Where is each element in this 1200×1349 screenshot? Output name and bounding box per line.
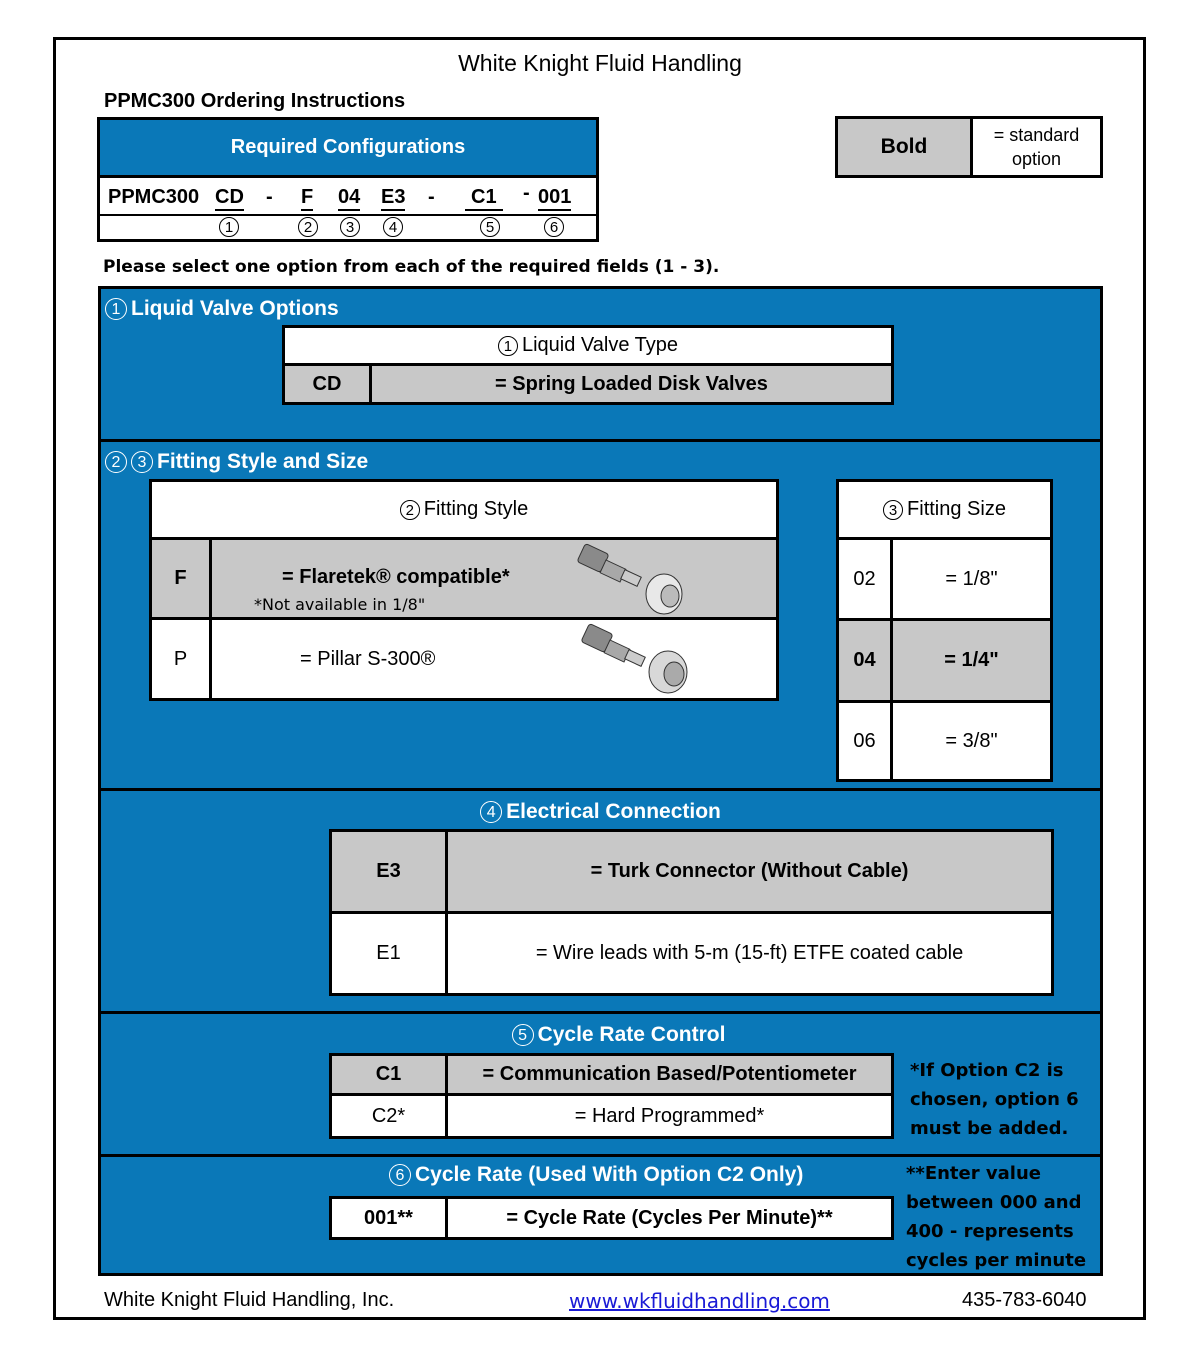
elec-code-e1: E1: [332, 914, 448, 993]
section-liquid-valve: [98, 286, 1103, 442]
config-dash: -: [266, 186, 273, 208]
rate-desc: = Cycle Rate (Cycles Per Minute)**: [506, 1206, 833, 1229]
config-num-5: 5: [480, 217, 500, 237]
section-fitting: [98, 439, 1103, 791]
section-cycle-control: [98, 1011, 1103, 1157]
config-num-2: 2: [298, 217, 318, 237]
style-note-f: *Not available in 1/8": [254, 595, 426, 614]
pillar-fitting-icon: [580, 622, 695, 696]
liquid-valve-table: [282, 325, 894, 405]
footer-website-link[interactable]: www.wkfluidhandling.com: [569, 1289, 830, 1313]
section-liquid-valve-title: 1 Liquid Valve Options: [105, 297, 339, 321]
liquid-valve-table-title: 1 Liquid Valve Type: [285, 328, 891, 366]
fitting-style-table: [149, 479, 779, 701]
size-desc-02: = 1/8": [893, 540, 1050, 621]
section-cycle-rate-title: 6 Cycle Rate (Used With Option C2 Only): [389, 1163, 803, 1187]
section-cycle-control-title: 5 Cycle Rate Control: [101, 1020, 1136, 1050]
cycle-desc-c2: = Hard Programmed*: [574, 1104, 765, 1127]
fitting-style-title: 2 Fitting Style: [152, 482, 776, 540]
config-dash: -: [523, 182, 530, 204]
rate-note: **Enter value between 000 and 400 - represents cycles per minute: [906, 1163, 1087, 1271]
config-num-6: 6: [544, 217, 564, 237]
cycle-code-c1: C1: [332, 1056, 448, 1096]
config-num-4: 4: [383, 217, 403, 237]
cycle-desc-c1: = Communication Based/Potentiometer: [448, 1056, 891, 1096]
section-number-1: 1: [105, 298, 127, 320]
config-dash: -: [428, 186, 435, 208]
config-cycle-code: C1: [465, 186, 503, 211]
size-desc-06: = 3/8": [945, 729, 998, 752]
config-num-1: 1: [219, 217, 239, 237]
section-electrical: [98, 788, 1103, 1014]
style-desc-f: = Flaretek® compatible*: [282, 566, 510, 588]
elec-code-e3: E3: [332, 832, 448, 914]
config-num-3: 3: [340, 217, 360, 237]
config-code-row: [100, 178, 596, 214]
instruction-text: Please select one option from each of the required fields (1 - 3).: [103, 257, 720, 277]
required-config-title: Required Configurations: [230, 136, 466, 158]
style-desc-p: = Pillar S-300®: [300, 648, 436, 670]
size-code-02: 02: [839, 540, 893, 621]
required-config-header: [100, 120, 596, 178]
elec-desc-e1: = Wire leads with 5-m (15-ft) ETFE coated cable: [535, 942, 964, 964]
legend-desc: = standard option: [993, 125, 1080, 169]
style-row-f: [212, 540, 776, 620]
fitting-size-table: [836, 479, 1053, 782]
config-rate-code: 001: [538, 186, 571, 211]
section-cycle-rate: [98, 1154, 1103, 1276]
elec-desc-e3: = Turk Connector (Without Cable): [448, 832, 1051, 914]
flaretek-fitting-icon: [576, 542, 691, 616]
footer-phone: 435-783-6040: [962, 1289, 1087, 1311]
company-title: White Knight Fluid Handling: [458, 49, 742, 76]
c2-note: *If Option C2 is chosen, option 6 must be added.: [910, 1060, 1079, 1139]
valve-code-cd: CD: [285, 366, 372, 402]
fitting-size-title: 3 Fitting Size: [839, 482, 1050, 540]
legend-box: [835, 116, 1103, 178]
section-fitting-title: 2 3 Fitting Style and Size: [105, 450, 368, 474]
cycle-control-table: [329, 1053, 894, 1139]
electrical-table: [329, 829, 1054, 996]
page-subtitle: PPMC300 Ordering Instructions: [104, 90, 406, 112]
style-row-p: [212, 620, 776, 698]
required-config-box: [97, 117, 599, 242]
style-code-p: P: [152, 620, 212, 698]
valve-desc-cd: = Spring Loaded Disk Valves: [372, 366, 891, 402]
config-model: PPMC300: [108, 186, 200, 208]
config-valve-code: CD: [215, 186, 244, 211]
size-desc-04: = 1/4": [893, 621, 1050, 703]
config-size-code: 04: [338, 186, 360, 211]
size-code-06: 06: [839, 703, 893, 779]
config-style-code: F: [301, 186, 313, 211]
style-code-f: F: [152, 540, 212, 620]
footer-company: White Knight Fluid Handling, Inc.: [104, 1289, 395, 1311]
rate-code: 001**: [332, 1199, 448, 1237]
config-number-row: [100, 214, 596, 240]
legend-bold: Bold: [838, 119, 973, 175]
size-code-04: 04: [839, 621, 893, 703]
section-electrical-title: 4 Electrical Connection: [101, 797, 1100, 827]
cycle-rate-table: [329, 1196, 894, 1240]
config-elec-code: E3: [381, 186, 405, 211]
cycle-code-c2: C2*: [332, 1096, 448, 1136]
